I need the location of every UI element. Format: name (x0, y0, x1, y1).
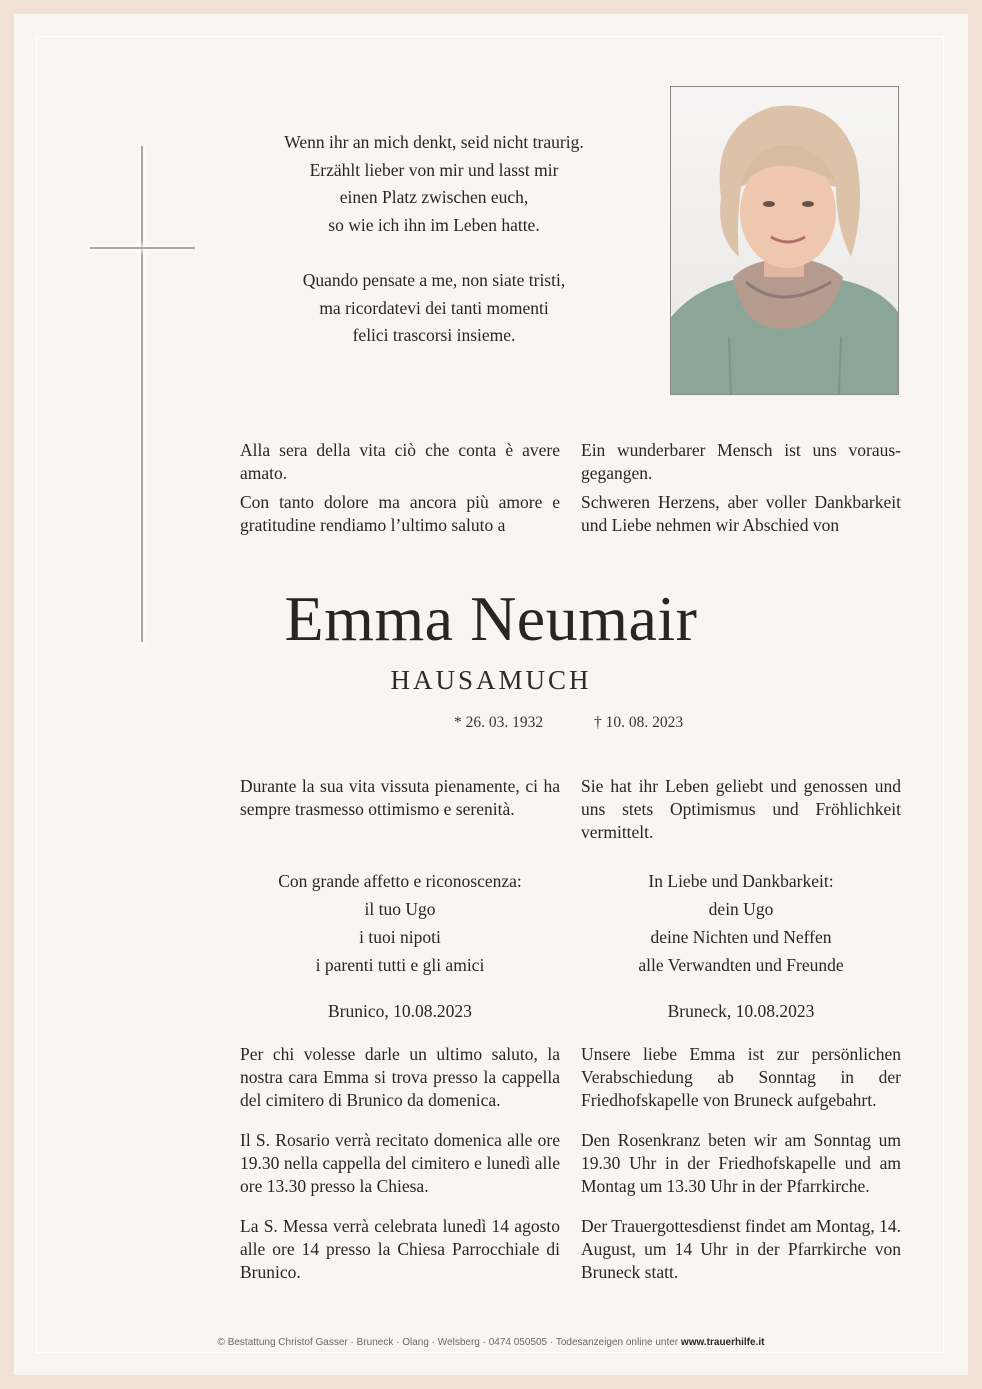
intro-german (581, 439, 901, 537)
mourners-italian (240, 867, 560, 1025)
mourners-heading: In Liebe und Dankbarkeit: (648, 871, 834, 891)
birth-date: * 26. 03. 1932 (454, 714, 544, 731)
details-paragraph: Per chi volesse darle un ultimo saluto, la nostra cara Emma si trova presso la cappella del cimitero di Brunico da domenica. (240, 1044, 560, 1110)
tribute-paragraph: Durante la sua vita vissuta pienamente, ci ha sempre trasmesso ottimismo e serenità. (240, 776, 560, 819)
portrait-illustration (671, 87, 898, 394)
mourner-line: i parenti tutti e gli amici (315, 955, 485, 975)
intro-paragraph: Con tanto dolore ma ancora più amore e gratitudine rendiamo l’ultimo saluto a (240, 492, 560, 535)
poem-german (232, 129, 636, 239)
footer-link[interactable]: www.trauerhilfe.it (680, 1337, 765, 1348)
intro-italian (240, 439, 560, 537)
tribute-italian (240, 775, 560, 821)
tribute-paragraph: Sie hat ihr Leben geliebt und genossen und uns stets Optimismus und Fröhlichkeit vermittelt. (581, 776, 901, 842)
poem-italian (232, 267, 636, 350)
poem-line: felici trascorsi insieme. (352, 325, 516, 345)
portrait-photo (670, 86, 899, 395)
poem-line: Wenn ihr an mich denkt, seid nicht traurig. (284, 132, 584, 152)
poem-line: ma ricordatevi dei tanti momenti (319, 297, 549, 318)
tribute-german (581, 775, 901, 844)
deceased-name: Emma Neumair (284, 583, 698, 654)
mourner-line: alle Verwandten und Freunde (638, 955, 844, 975)
poem-line: einen Platz zwischen euch, (339, 187, 529, 207)
mourner-line: i tuoi nipoti (359, 927, 441, 947)
cross-icon-horizontal (90, 247, 195, 249)
place-date: Brunico, 10.08.2023 (328, 1001, 472, 1021)
details-paragraph: Den Rosenkranz beten wir am Sonntag um 19.30 Uhr in der Friedhofskapelle und am Montag um 13.30 Uhr in der Pfarrkirche. (581, 1130, 901, 1196)
mourner-line: dein Ugo (708, 899, 774, 919)
details-italian (240, 1043, 560, 1284)
poem-line: Erzählt lieber von mir und lasst mir (309, 159, 559, 180)
footer-text: © Bestattung Christof Gasser · Bruneck · Olang · Welsberg · 0474 050505 · Todesanzeigen online unter (217, 1337, 681, 1348)
details-paragraph: La S. Messa verrà celebrata lunedì 14 agosto alle ore 14 presso la Chiesa Parrocchiale di Brunico. (240, 1216, 560, 1282)
death-date: † 10. 08. 2023 (594, 714, 684, 731)
mourner-line: il tuo Ugo (364, 899, 436, 919)
poem-line: so wie ich ihn im Leben hatte. (328, 214, 540, 235)
place-date: Bruneck, 10.08.2023 (667, 1001, 815, 1021)
footer-credits (14, 1337, 968, 1348)
house-name: HAUSAMUCH (390, 665, 592, 695)
cross-icon-vertical (141, 146, 143, 642)
intro-paragraph: Schweren Herzens, aber voller Dankbarkeit und Liebe nehmen wir Abschied von (581, 492, 901, 535)
mourners-german (581, 867, 901, 1025)
details-german (581, 1043, 901, 1284)
intro-paragraph: Ein wunderbarer Mensch ist uns vorausgegangen. (581, 440, 901, 483)
details-paragraph: Il S. Rosario verrà recitato domenica alle ore 19.30 nella cappella del cimitero e lunedì alle ore 13.30 presso la Chiesa. (240, 1130, 560, 1196)
obituary-card (14, 14, 968, 1375)
poem-line: Quando pensate a me, non siate tristi, (302, 270, 566, 290)
mourner-line: deine Nichten und Neffen (650, 927, 832, 947)
mourners-heading: Con grande affetto e riconoscenza: (278, 871, 522, 891)
intro-paragraph: Alla sera della vita ciò che conta è avere amato. (240, 440, 560, 483)
details-paragraph: Unsere liebe Emma ist zur persönlichen Verabschiedung ab Sonntag in der Friedhofskapelle von Bruneck aufgebahrt. (581, 1044, 901, 1110)
details-paragraph: Der Trauergottesdienst findet am Montag, 14. August, um 14 Uhr in der Pfarrkirche von Bruneck statt. (581, 1216, 901, 1282)
